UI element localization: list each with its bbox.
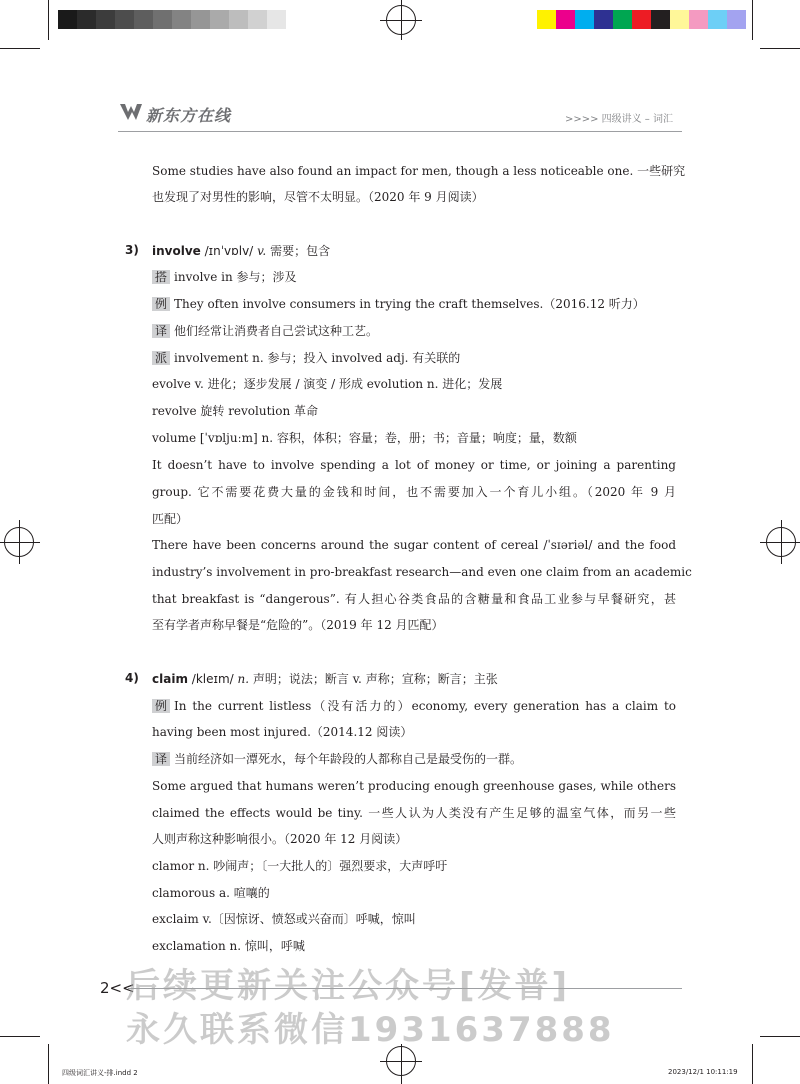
color-swatch [575, 10, 594, 29]
intro-line: Some studies have also found an impact for men, though a less noticeable one. 一些研究 [152, 164, 686, 178]
gray-swatch [248, 10, 267, 29]
gray-swatch [229, 10, 248, 29]
gray-swatch [172, 10, 191, 29]
collocation-tag: 搭 [152, 270, 170, 284]
phonetic: /ɪnˈvɒlv/ [204, 244, 254, 258]
entry-heading [152, 242, 330, 259]
collocation-line [152, 270, 676, 284]
color-swatch [708, 10, 727, 29]
derivative-line [152, 351, 676, 365]
color-swatch [651, 10, 670, 29]
headword: involve [152, 244, 201, 258]
translation-text: 当前经济如一潭死水，每个年龄段的人都称自己是最受伤的一群。 [174, 752, 523, 766]
translation-tag: 译 [152, 324, 170, 338]
gray-swatch [115, 10, 134, 29]
related-word-line: revolve 旋转 revolution 革命 [152, 404, 319, 418]
color-swatch [594, 10, 613, 29]
logo-icon [118, 100, 144, 124]
example-sentence: industry’s involvement in pro-breakfast research—and even one claim from an academic [152, 565, 692, 579]
related-word-line: evolve v. 进化；逐步发展 / 演变 / 形成 evolution n. 进化；发展 [152, 377, 503, 391]
gray-swatch [191, 10, 210, 29]
watermark-line: 后续更新关注公众号[发普] [126, 966, 571, 1006]
related-word-line: exclamation n. 惊叫，呼喊 [152, 939, 305, 953]
related-word-line: clamor n. 吵闹声；〔一大批人的〕强烈要求，大声呼吁 [152, 859, 448, 873]
part-of-speech: v. [257, 244, 267, 258]
crop-mark [48, 0, 49, 40]
example-sentence: claimed the effects would be tiny. 一些人认为人类没有产生足够的温室气体，而另一些 [152, 806, 676, 820]
example-text: They often involve consumers in trying the craft themselves.（2016.12 听力） [174, 297, 645, 311]
related-word-line: clamorous a. 喧嚷的 [152, 886, 270, 900]
color-swatch [727, 10, 746, 29]
crop-mark [0, 48, 40, 49]
crop-mark [760, 48, 800, 49]
file-slug: 四级词汇讲义-排.indd 2 [62, 1069, 138, 1077]
crop-mark [752, 1044, 753, 1084]
crop-mark [48, 1044, 49, 1084]
example-tag: 例 [152, 297, 170, 311]
example-sentence: There have been concerns around the sugar content of cereal /ˈsɪəriəl/ and the food [152, 538, 676, 552]
example-sentence: group. 它不需要花费大量的金钱和时间，也不需要加入一个育儿小组。（2020 年 9 月 [152, 485, 676, 499]
derivative-tag: 派 [152, 351, 170, 365]
translation-tag: 译 [152, 752, 170, 766]
meaning: 需要；包含 [270, 244, 331, 258]
phonetic: /kleɪm/ [191, 672, 234, 686]
intro-line: 也发现了对男性的影响，尽管不太明显。（2020 年 9 月阅读） [152, 190, 484, 204]
color-swatch [556, 10, 575, 29]
color-swatch [537, 10, 556, 29]
translation-line [152, 752, 676, 766]
meaning: 声明；说法；断言 v. 声称；宣称；断言；主张 [252, 672, 498, 686]
example-sentence: It doesn’t have to involve spending a lot of money or time, or joining a parenting [152, 458, 676, 472]
crop-mark [752, 0, 753, 40]
page-number: 2<< [100, 979, 135, 997]
timestamp-slug: 2023/12/1 10:11:19 [668, 1068, 738, 1076]
example-sentence: 人则声称这种影响很小。（2020 年 12 月阅读） [152, 832, 408, 846]
part-of-speech: n. [237, 672, 250, 686]
gray-swatch [96, 10, 115, 29]
color-swatch [632, 10, 651, 29]
crop-mark [0, 1036, 40, 1037]
example-line [152, 699, 676, 713]
derivative-text: involvement n. 参与；投入 involved adj. 有关联的 [174, 351, 461, 365]
collocation-text: involve in 参与；涉及 [174, 270, 297, 284]
example-text: In the current listless（没有活力的）economy, every generation has a claim to [174, 699, 676, 713]
example-sentence: 至有学者声称早餐是“危险的”。（2019 年 12 月匹配） [152, 618, 444, 632]
example-sentence: 匹配） [152, 512, 189, 526]
example-sentence: that breakfast is “dangerous”. 有人担心谷类食品的含糖量和食品工业参与早餐研究，甚 [152, 592, 676, 606]
headword: claim [152, 672, 188, 686]
color-swatch [670, 10, 689, 29]
translation-line [152, 324, 676, 338]
entry-number: 3) [125, 243, 139, 257]
crop-mark [760, 1036, 800, 1037]
gray-swatch [58, 10, 77, 29]
header-divider [118, 131, 682, 132]
example-sentence: Some argued that humans weren’t producing enough greenhouse gases, while others [152, 779, 676, 793]
example-tag: 例 [152, 699, 170, 713]
watermark-line: 永久联系微信1931637888 [126, 1010, 615, 1050]
gray-swatch [153, 10, 172, 29]
example-line: having been most injured.（2014.12 阅读） [152, 725, 413, 739]
related-word-line: exclaim v.〔因惊讶、愤怒或兴奋而〕呼喊，惊叫 [152, 912, 416, 926]
gray-swatch [134, 10, 153, 29]
gray-swatch [267, 10, 286, 29]
gray-swatch [210, 10, 229, 29]
translation-text: 他们经常让消费者自己尝试这种工艺。 [174, 324, 379, 338]
color-swatch [689, 10, 708, 29]
entry-number: 4) [125, 671, 139, 685]
color-swatch [613, 10, 632, 29]
related-word-line: volume [ˈvɒljuːm] n. 容积，体积；容量；卷，册；书；音量；响度；量，数额 [152, 431, 577, 445]
example-line [152, 297, 676, 311]
entry-heading [152, 670, 498, 687]
logo-text: 新东方在线 [146, 106, 232, 125]
section-label: >>>> 四级讲义 – 词汇 [564, 114, 673, 125]
gray-swatch [77, 10, 96, 29]
